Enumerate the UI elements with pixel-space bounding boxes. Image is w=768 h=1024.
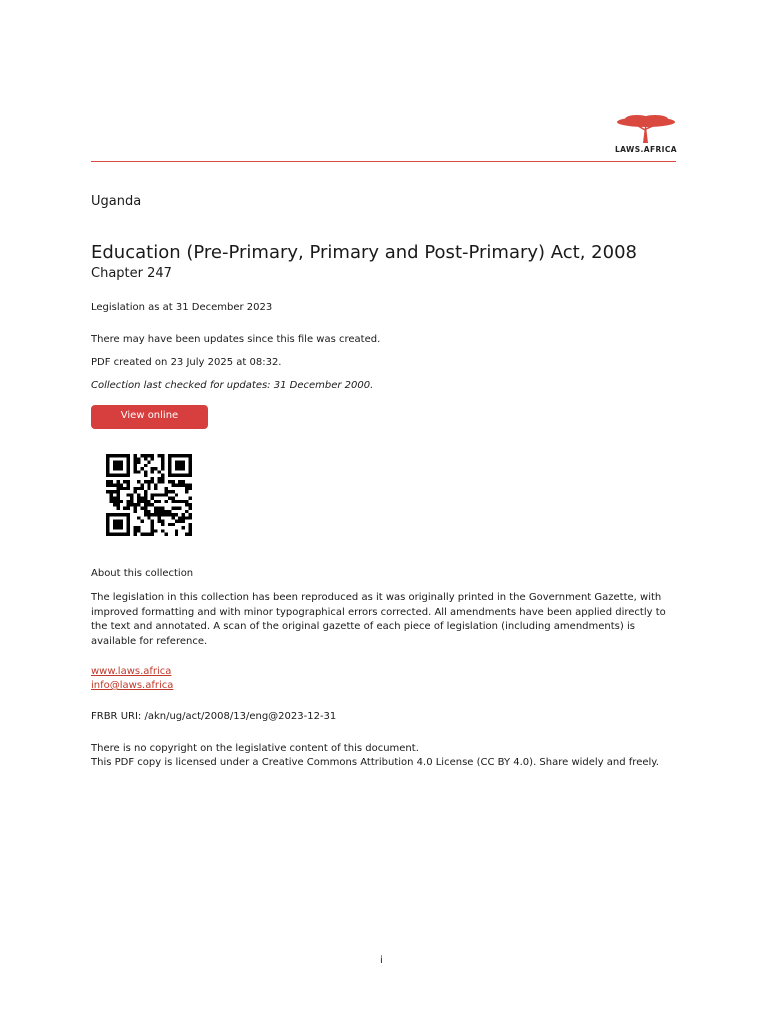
page-number: i — [380, 955, 383, 966]
pdf-created: PDF created on 23 July 2025 at 08:32. — [91, 357, 282, 368]
updates-note: There may have been updates since this file was created. — [91, 334, 381, 345]
view-online-button[interactable]: View online — [91, 405, 208, 429]
country-label: Uganda — [91, 194, 142, 209]
email-link[interactable]: info@laws.africa — [91, 680, 174, 691]
about-heading: About this collection — [91, 568, 194, 579]
copyright-line-1: There is no copyright on the legislative content of this document. — [91, 743, 419, 754]
laws-africa-logo — [612, 114, 680, 160]
legislation-date: Legislation as at 31 December 2023 — [91, 302, 273, 313]
frbr-uri: FRBR URI: /akn/ug/act/2008/13/eng@2023-12-31 — [91, 711, 337, 722]
collection-checked: Collection last checked for updates: 31 December 2000. — [91, 380, 374, 391]
header-divider — [91, 161, 676, 162]
copyright-line-2: This PDF copy is licensed under a Creative Commons Attribution 4.0 License (CC BY 4.0). Share widely and freely. — [91, 757, 659, 768]
qr-code-icon — [106, 454, 192, 536]
website-link[interactable]: www.laws.africa — [91, 666, 172, 677]
acacia-tree-icon — [615, 114, 677, 144]
about-body: The legislation in this collection has been reproduced as it was originally printed in the Government Gazette, with improved formatting and with minor typographical errors corrected. All amendments have been applied directly to the text and annotated. A scan of the original gazette of each piece of legislation (including amendments) is available for reference. — [91, 592, 666, 647]
chapter-label: Chapter 247 — [91, 266, 172, 281]
document-title: Education (Pre-Primary, Primary and Post-Primary) Act, 2008 — [91, 242, 637, 263]
logo-text: LAWS.AFRICA — [615, 145, 677, 154]
